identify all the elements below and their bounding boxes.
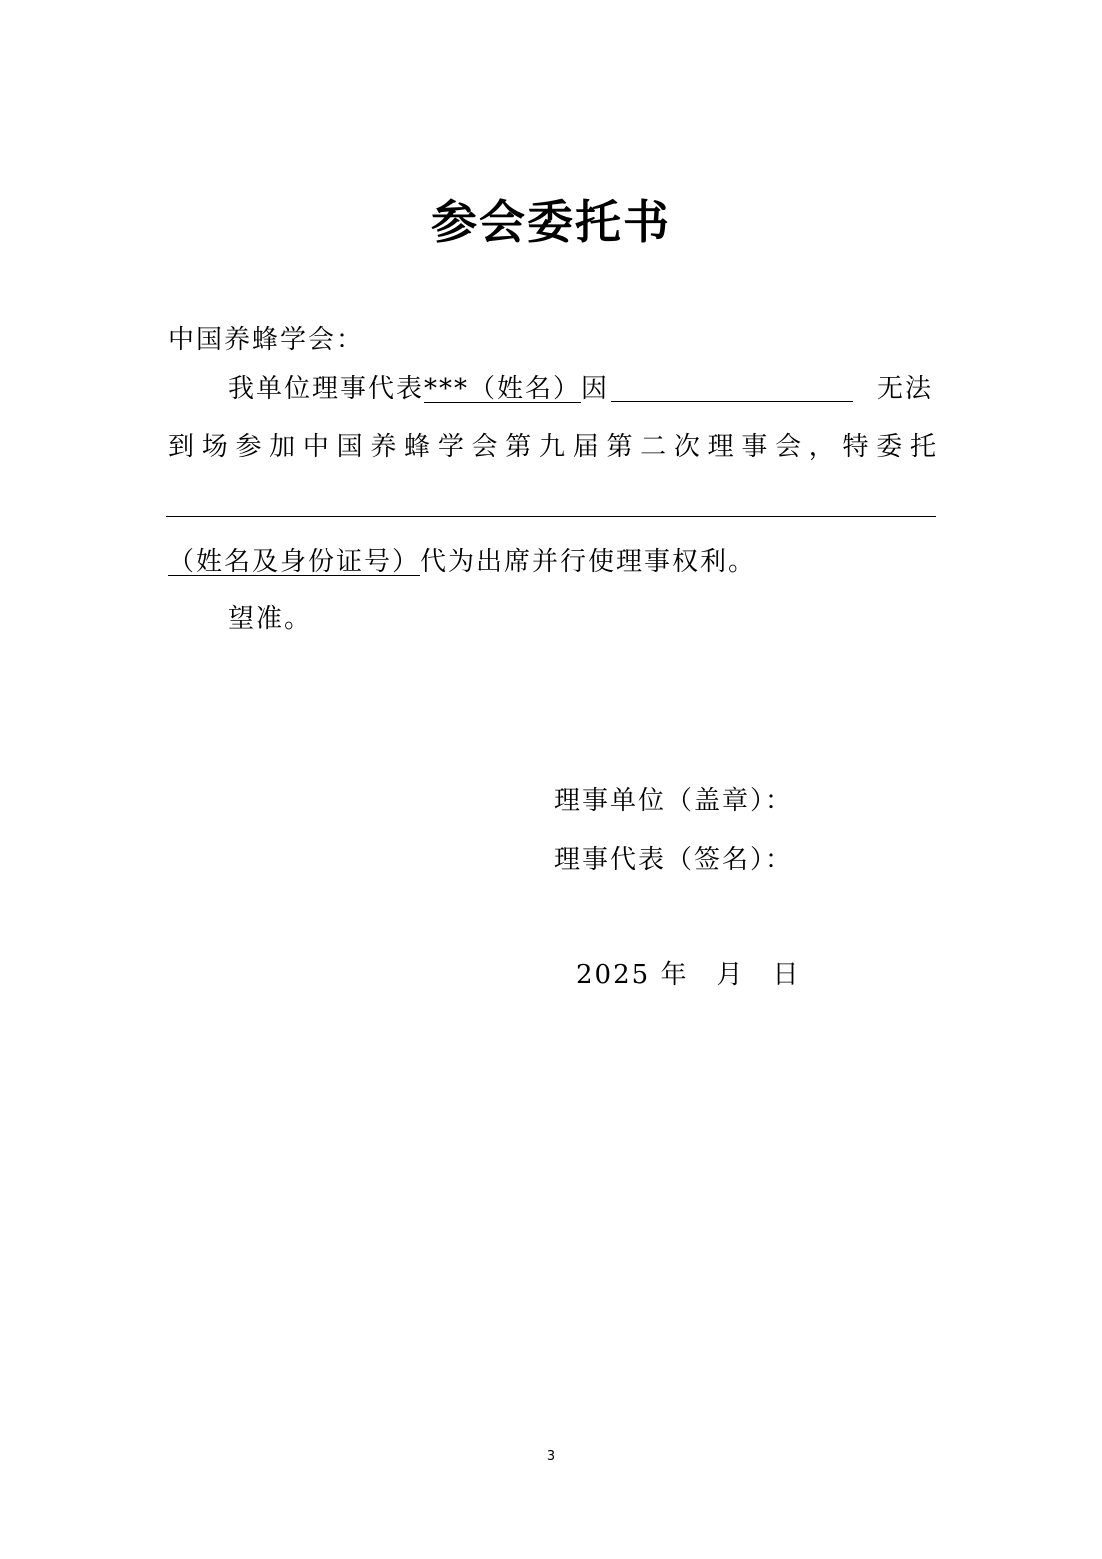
date-year-char: 年 xyxy=(660,960,689,990)
closing-text: 望准。 xyxy=(228,604,313,634)
para1-suffix: 无法 xyxy=(877,374,934,404)
date-line xyxy=(576,957,800,993)
paragraph-1-line-1 xyxy=(228,371,855,407)
salutation: 中国养蜂学会： xyxy=(168,325,365,355)
date-year: 2025 xyxy=(576,960,651,990)
para1-reason: 因 xyxy=(581,374,610,404)
unit-seal-label: 理事单位（盖章）： xyxy=(554,786,794,816)
para1-prefix: 我单位理事代表 xyxy=(228,374,425,404)
date-month-char: 月 xyxy=(716,960,745,990)
paragraph-1-line-2: 到场参加中国养蜂学会第九届第二次理事会，特委托 xyxy=(168,432,936,462)
reason-blank xyxy=(611,371,853,402)
representative-signature-label: 理事代表（签名）： xyxy=(554,845,794,875)
representative-name-field: ***（姓名） xyxy=(424,374,582,404)
document-title: 参会委托书 xyxy=(431,195,671,249)
delegate-id-field: （姓名及身份证号） xyxy=(168,547,421,577)
para2-suffix: 代为出席并行使理事权利。 xyxy=(420,547,757,577)
paragraph-2 xyxy=(168,544,756,580)
date-day-char: 日 xyxy=(772,960,801,990)
delegate-blank-line xyxy=(166,516,936,517)
page-number: 3 xyxy=(546,1449,556,1464)
